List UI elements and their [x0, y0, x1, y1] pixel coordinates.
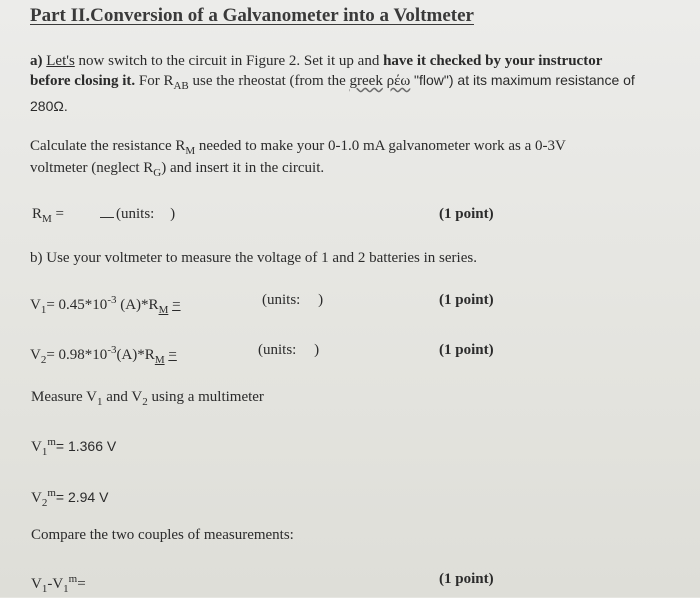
v1m-value: $V_1^m= 1.366$ V — [31, 436, 117, 458]
v1-points: (1 point) — [439, 292, 494, 308]
part-b-text: b) Use your voltmeter to measure the voltage of 1 and 2 batteries in series. — [30, 250, 477, 266]
rm-answer-blank[interactable] — [100, 205, 114, 218]
v1-equation: $V_1= 0.45*10^{-3}$ $(A)*R_M$ = — [30, 294, 181, 316]
v1-units: (units: ) — [262, 292, 324, 308]
lets-word: Let's — [46, 53, 75, 69]
rm-label: $R_M$ = — [32, 206, 65, 225]
calc-line-1: Calculate the resistance $R_M$ needed to make your 0-1.0 mA galvanometer work as a 0-3V — [30, 138, 566, 157]
diff-points: (1 point) — [439, 571, 494, 587]
part-a-line-1: a) Let's now switch to the circuit in Figure 2. Set it up and have it checked by your instructor — [30, 53, 603, 69]
part-a-line-2: before closing it. For $R_{AB}$ use the rheostat (from the greek ρέω "flow") at its maximum resistance of — [30, 72, 635, 92]
v2-units: (units: ) — [258, 342, 320, 358]
page-title: Part II.Conversion of a Galvanometer into a Voltmeter — [30, 5, 474, 26]
calc-line-2: voltmeter (neglect $R_G$) and insert it in the circuit. — [30, 160, 325, 179]
part-a-line-3: 280Ω. — [30, 98, 68, 114]
greek-word: greek — [349, 73, 383, 89]
rm-units: (units: ) — [98, 205, 175, 223]
v2-points: (1 point) — [439, 342, 494, 358]
rm-points: (1 point) — [439, 206, 494, 222]
measure-instruction: Measure $V_1$ and $V_2$ using a multimeter — [31, 389, 264, 408]
v2-equation: $V_2= 0.98*10^{-3}(A)*R_M$ = — [30, 344, 177, 366]
rheo-word: ρέω — [386, 73, 411, 89]
diff-equation: $V_1-V_1^m=$ — [31, 573, 86, 595]
v2m-value: $V_2^m= 2.94$ V — [31, 487, 109, 509]
compare-instruction: Compare the two couples of measurements: — [31, 527, 294, 543]
